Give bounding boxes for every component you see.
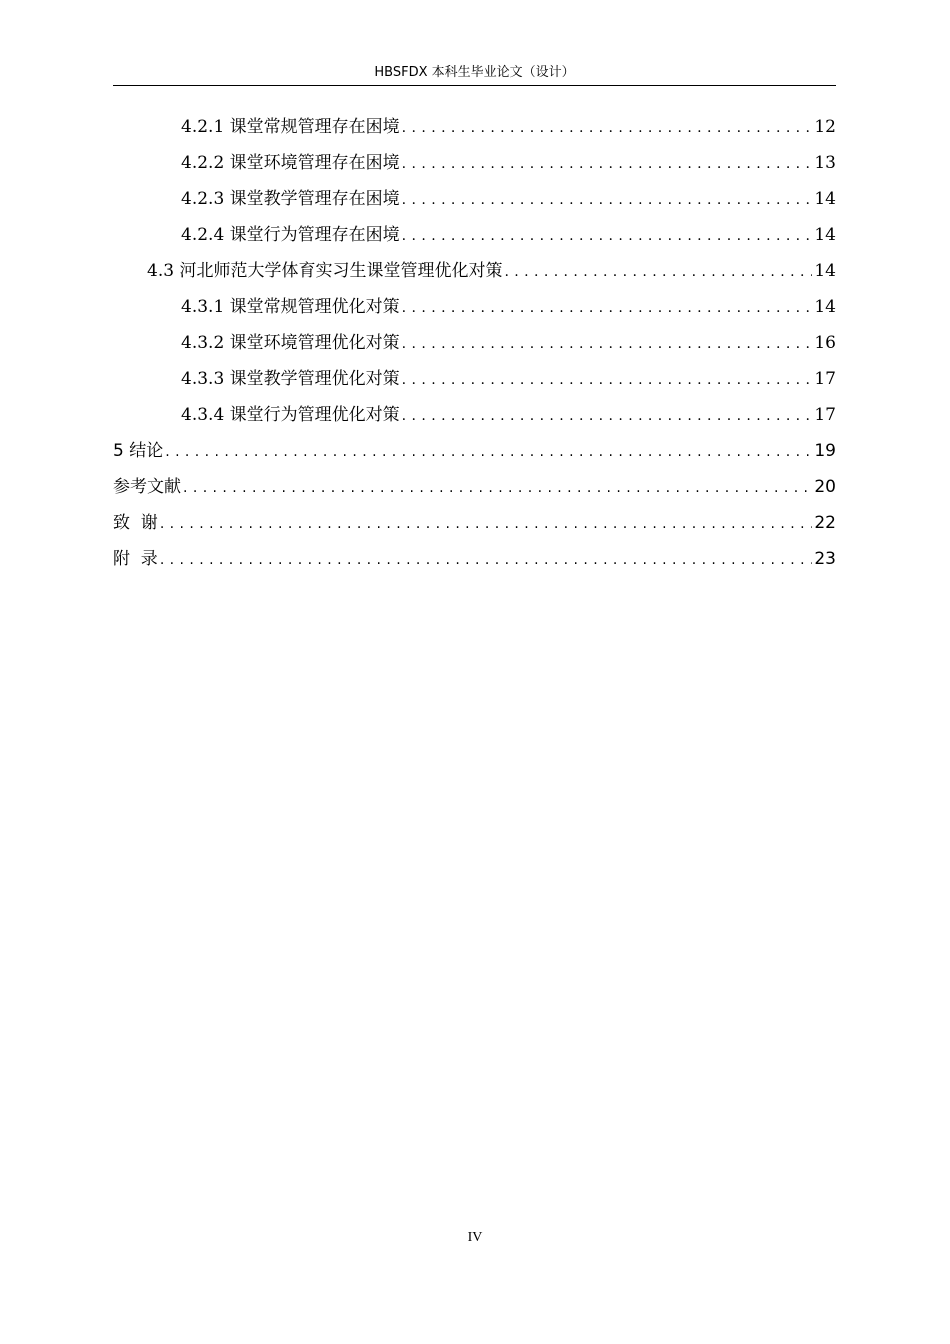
running-header: HBSFDX 本科生毕业论文（设计） [374,65,575,80]
toc-dot-leader [402,113,813,143]
table-of-contents [113,112,836,580]
toc-entry-title: 致 谢 [113,513,158,533]
toc-entry-page: 16 [814,333,836,353]
toc-entry-title: 4.3 河北师范大学体育实习生课堂管理优化对策 [147,261,503,281]
toc-dot-leader [160,509,813,539]
toc-entry-title: 4.3.1 课堂常规管理优化对策 [181,297,400,317]
toc-entry-title: 4.2.3 课堂教学管理存在困境 [181,189,400,209]
toc-entry-title: 4.2.4 课堂行为管理存在困境 [181,225,400,245]
toc-entry-title: 参考文献 [113,477,181,497]
toc-dot-leader [183,473,812,503]
page-number: IV [467,1230,483,1245]
toc-dot-leader [402,185,813,215]
toc-dot-leader [165,437,812,467]
toc-entry-page: 17 [814,369,836,389]
toc-entry[interactable] [113,184,836,220]
header-rule [113,85,836,86]
toc-entry-page: 17 [814,405,836,425]
toc-entry[interactable] [113,364,836,400]
toc-entry-title: 4.2.1 课堂常规管理存在困境 [181,117,400,137]
toc-entry-page: 12 [814,117,836,137]
toc-entry-page: 14 [814,225,836,245]
toc-entry-page: 20 [814,477,836,497]
toc-entry[interactable] [113,508,836,544]
toc-entry-page: 14 [814,189,836,209]
toc-entry-page: 14 [814,297,836,317]
toc-entry-page: 23 [814,549,836,569]
toc-dot-leader [402,329,813,359]
toc-dot-leader [402,365,813,395]
toc-entry-title: 4.3.4 课堂行为管理优化对策 [181,405,400,425]
toc-entry-page: 14 [814,261,836,281]
toc-entry[interactable] [113,148,836,184]
toc-entry-title: 5 结论 [113,441,164,461]
toc-entry[interactable] [113,400,836,436]
toc-entry-title: 4.3.2 课堂环境管理优化对策 [181,333,400,353]
toc-entry-title: 4.3.3 课堂教学管理优化对策 [181,369,400,389]
toc-entry-page: 13 [814,153,836,173]
toc-entry[interactable] [113,436,836,472]
toc-dot-leader [504,257,812,287]
toc-entry[interactable] [113,328,836,364]
toc-entry[interactable] [113,292,836,328]
toc-entry-title: 附 录 [113,549,158,569]
toc-dot-leader [160,545,813,575]
toc-entry[interactable] [113,472,836,508]
toc-entry-page: 22 [814,513,836,533]
toc-dot-leader [402,149,813,179]
toc-dot-leader [402,401,813,431]
toc-entry[interactable] [113,112,836,148]
toc-dot-leader [402,221,813,251]
toc-entry[interactable] [113,544,836,580]
toc-entry[interactable] [113,220,836,256]
toc-entry[interactable] [113,256,836,292]
toc-dot-leader [402,293,813,323]
toc-entry-title: 4.2.2 课堂环境管理存在困境 [181,153,400,173]
toc-entry-page: 19 [814,441,836,461]
